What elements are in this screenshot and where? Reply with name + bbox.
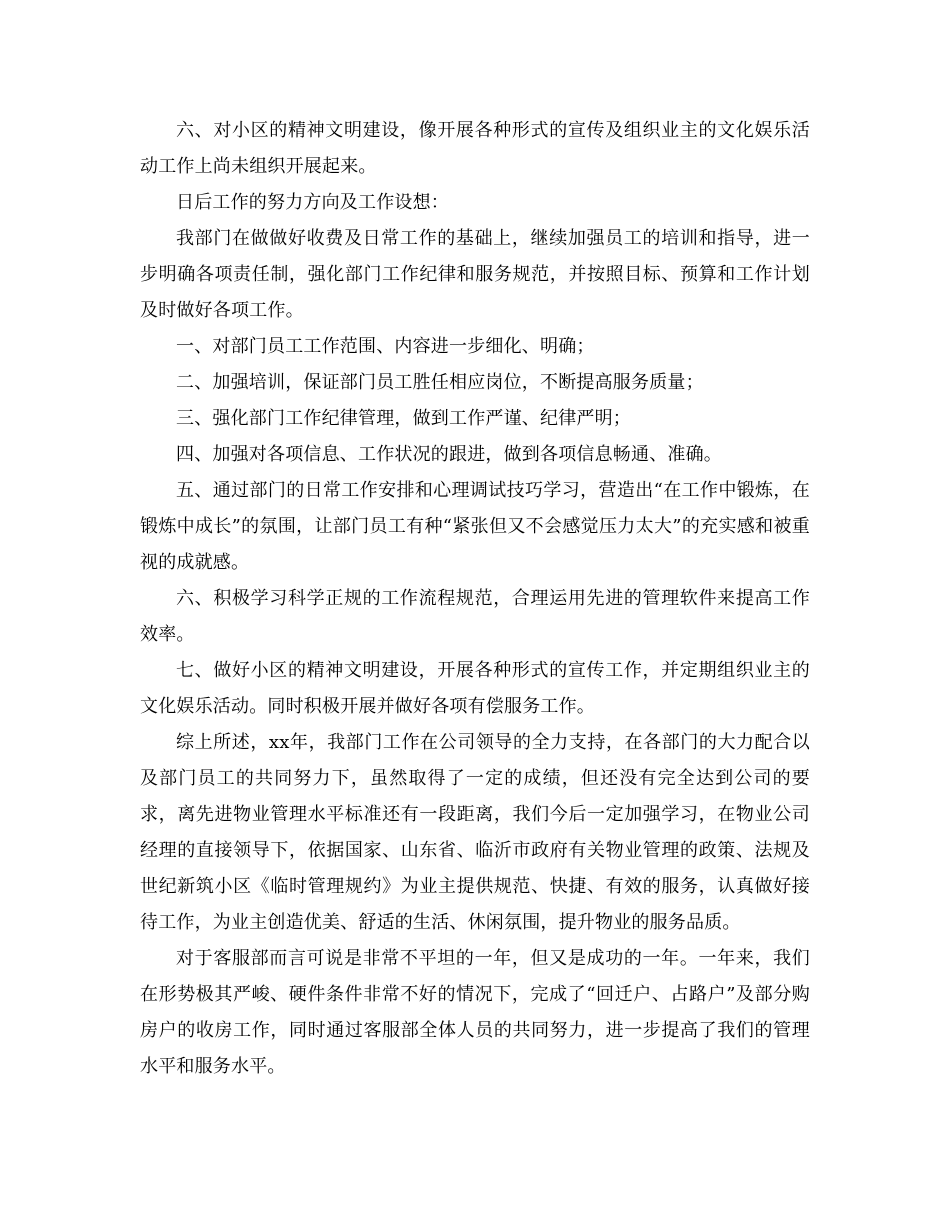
paragraph-future-directions-heading: 日后工作的努力方向及工作设想： — [176, 192, 449, 213]
paragraph-item-two: 二、加强培训，保证部门员工胜任相应岗位，不断提高服务质量； — [176, 372, 704, 393]
paragraph-item-three: 三、强化部门工作纪律管理，做到工作严谨、纪律严明； — [176, 408, 631, 429]
paragraph-customer-service-review: 对于客服部而言可说是非常不平坦的一年，但又是成功的一年。一年来，我们在形势极其严峻、硬件条件非常不好的情况下，完成了“回迁户、占路户”及部分购房户的收房工作，同时通过客服部全体人员的共同努力，进一步提高了我们的管理水平和服务水平。 — [140, 948, 810, 1077]
paragraph-community-culture-shortfall: 六、对小区的精神文明建设，像开展各种形式的宣传及组织业主的文化娱乐活动工作上尚未组织开展起来。 — [140, 120, 810, 177]
paragraph-item-six: 六、积极学习科学正规的工作流程规范，合理运用先进的管理软件来提高工作效率。 — [140, 588, 810, 645]
paragraph-item-one: 一、对部门员工工作范围、内容进一步细化、明确； — [176, 336, 595, 357]
paragraph-item-five: 五、通过部门的日常工作安排和心理调试技巧学习，营造出“在工作中锻炼，在锻炼中成长”的氛围，让部门员工有种“紧张但又不会感觉压力太大”的充实感和被重视的成就感。 — [140, 480, 810, 573]
paragraph-item-four: 四、加强对各项信息、工作状况的跟进，做到各项信息畅通、准确。 — [176, 444, 722, 465]
paragraph-item-seven: 七、做好小区的精神文明建设，开展各种形式的宣传工作，并定期组织业主的文化娱乐活动。同时积极开展并做好各项有偿服务工作。 — [140, 660, 810, 717]
paragraph-summary: 综上所述，xx年，我部门工作在公司领导的全力支持，在各部门的大力配合以及部门员工的共同努力下，虽然取得了一定的成绩，但还没有完全达到公司的要求，离先进物业管理水平标准还有一段距离，我们今后一定加强学习，在物业公司经理的直接领导下，依据国家、山东省、临沂市政府有关物业管理的政策、法规及世纪新筑小区《临时管理规约》为业主提供规范、快捷、有效的服务，认真做好接待工作，为业主创造优美、舒适的生活、休闲氛围，提升物业的服务品质。 — [140, 732, 810, 933]
paragraph-department-plan: 我部门在做做好收费及日常工作的基础上，继续加强员工的培训和指导，进一步明确各项责任制，强化部门工作纪律和服务规范，并按照目标、预算和工作计划及时做好各项工作。 — [140, 228, 810, 321]
